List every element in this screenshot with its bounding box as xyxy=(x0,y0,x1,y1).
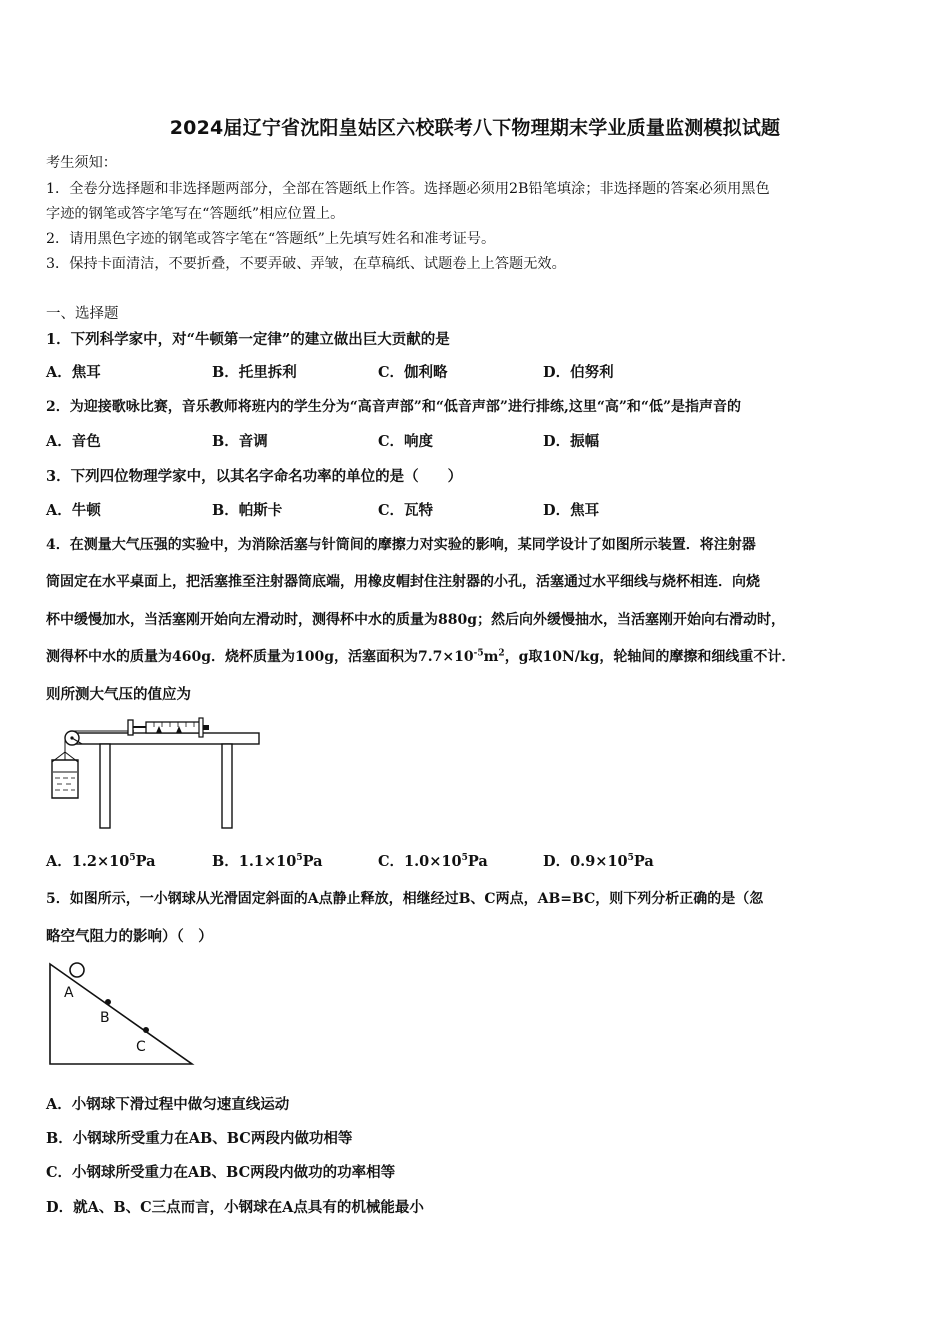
table-leg-left xyxy=(100,744,110,828)
q3-option-b[interactable]: B．帕斯卡 xyxy=(212,502,283,519)
syringe-flange xyxy=(199,718,203,737)
q4-option-b-exp: 5 xyxy=(296,853,303,864)
point-b-dot xyxy=(105,999,111,1005)
q4-line-1: 4．在测量大气压强的实验中，为消除活塞与针筒间的摩擦力对实验的影响，某同学设计了如图所示装置．将注射器 xyxy=(46,537,756,553)
q4-option-a-exp: 5 xyxy=(129,853,136,864)
q4-option-a-value: A．1.2×10 xyxy=(46,853,130,870)
q4-option-d-unit: Pa xyxy=(633,853,654,870)
q1-option-d[interactable]: D．伯努利 xyxy=(543,364,614,381)
q4-exponent: -5 xyxy=(473,648,484,659)
q5-option-b[interactable]: B．小钢球所受重力在AB、BC两段内做功相等 xyxy=(46,1130,353,1147)
q1-option-a[interactable]: A．焦耳 xyxy=(46,364,101,381)
notice-line-2: 字迹的钢笔或答字笔写在“答题纸”相应位置上。 xyxy=(46,206,345,222)
q4-line-5: 则所测大气压的值应为 xyxy=(46,686,191,703)
notice-heading: 考生须知： xyxy=(46,155,117,171)
notice-line-3: 2．请用黑色字迹的钢笔或答字笔在“答题纸”上先填写姓名和准考证号。 xyxy=(46,231,496,247)
q2-option-d[interactable]: D．振幅 xyxy=(543,433,600,450)
q3-option-a[interactable]: A．牛顿 xyxy=(46,502,101,519)
steel-ball xyxy=(70,963,84,977)
table-top xyxy=(74,733,259,744)
q4-apparatus-figure xyxy=(44,712,269,832)
q5-option-d[interactable]: D．就A、B、C三点而言，小钢球在A点具有的机械能最小 xyxy=(46,1199,424,1216)
q5-line-1: 5．如图所示，一小钢球从光滑固定斜面的A点静止释放，相继经过B、C两点，AB=BC，则下列分析正确的是（忽 xyxy=(46,891,764,907)
q4-option-a-unit: Pa xyxy=(135,853,156,870)
q4-option-d[interactable] xyxy=(543,850,654,871)
plunger-head xyxy=(128,720,133,735)
q1-stem: 1．下列科学家中，对“牛顿第一定律”的建立做出巨大贡献的是 xyxy=(46,331,450,348)
q4-option-d-exp: 5 xyxy=(627,853,634,864)
q2-option-b[interactable]: B．音调 xyxy=(212,433,268,450)
beaker xyxy=(52,760,78,798)
q1-option-b[interactable]: B．托里拆利 xyxy=(212,364,297,381)
q3-stem: 3．下列四位物理学家中，以其名字命名功率的单位的是（ ） xyxy=(46,468,463,485)
q4-option-c-value: C．1.0×10 xyxy=(378,853,462,870)
q4-line-4-part-a: 测得杯中水的质量为460g．烧杯质量为100g，活塞面积为7.7×10 xyxy=(46,649,474,665)
incline xyxy=(50,964,192,1064)
q4-line-3: 杯中缓慢加水，当活塞刚开始向左滑动时，测得杯中水的质量为880g；然后向外缓慢抽水，当活塞刚开始向右滑动时， xyxy=(46,612,786,628)
page-title: 2024届辽宁省沈阳皇姑区六校联考八下物理期末学业质量监测模拟试题 xyxy=(169,117,781,139)
q4-area-exponent: 2 xyxy=(498,648,505,659)
notice-line-1: 1．全卷分选择题和非选择题两部分，全部在答题纸上作答。选择题必须用2B铅笔填涂；非选择题的答案必须用黑色 xyxy=(46,181,770,197)
q4-line-4 xyxy=(46,646,795,666)
point-c-label: C xyxy=(136,1039,146,1055)
q3-option-c[interactable]: C．瓦特 xyxy=(378,502,434,519)
table-leg-right xyxy=(222,744,232,828)
notice-line-4: 3．保持卡面清洁，不要折叠，不要弄破、弄皱，在草稿纸、试题卷上上答题无效。 xyxy=(46,256,566,272)
q5-incline-figure xyxy=(44,958,199,1070)
q5-line-2: 略空气阻力的影响）（ ） xyxy=(46,928,213,945)
q3-option-d[interactable]: D．焦耳 xyxy=(543,502,600,519)
q4-line-2: 筒固定在水平桌面上，把活塞推至注射器筒底端，用橡皮帽封住注射器的小孔，活塞通过水平细线与烧杯相连．向烧 xyxy=(46,574,760,590)
q4-option-b[interactable] xyxy=(212,850,323,871)
syringe-nozzle xyxy=(203,725,209,730)
q2-option-a[interactable]: A．音色 xyxy=(46,433,101,450)
q4-line-4-part-b: m xyxy=(483,649,499,665)
q1-option-c[interactable]: C．伽利略 xyxy=(378,364,448,381)
point-a-label: A xyxy=(64,985,74,1001)
q2-stem: 2．为迎接歌咏比赛，音乐教师将班内的学生分为“高音声部”和“低音声部”进行排练,这里“高”和“低”是指声音的 xyxy=(46,399,742,415)
point-c-dot xyxy=(143,1027,149,1033)
q4-option-d-value: D．0.9×10 xyxy=(543,853,628,870)
q2-option-c[interactable]: C．响度 xyxy=(378,433,434,450)
q4-option-c-unit: Pa xyxy=(467,853,488,870)
q4-line-4-part-c: ，g取10N/kg，轮轴间的摩擦和细线重不计． xyxy=(504,649,796,665)
q5-option-a[interactable]: A．小钢球下滑过程中做匀速直线运动 xyxy=(46,1096,290,1113)
point-b-label: B xyxy=(100,1010,110,1026)
q4-option-b-unit: Pa xyxy=(302,853,323,870)
q4-option-c[interactable] xyxy=(378,850,488,871)
q4-option-b-value: B．1.1×10 xyxy=(212,853,297,870)
section-heading: 一、选择题 xyxy=(46,306,119,322)
q4-option-c-exp: 5 xyxy=(461,853,468,864)
q4-option-a[interactable] xyxy=(46,850,156,871)
q5-option-c[interactable]: C．小钢球所受重力在AB、BC两段内做功的功率相等 xyxy=(46,1164,396,1181)
